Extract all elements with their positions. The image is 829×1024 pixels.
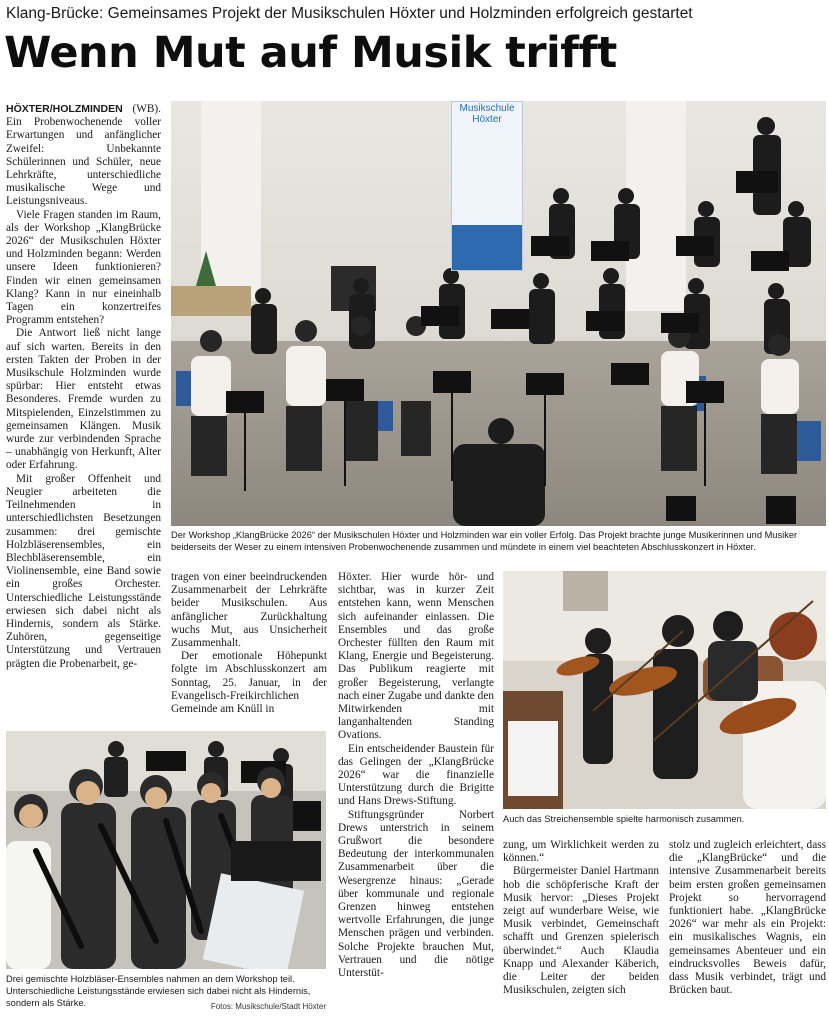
paragraph: Viele Fragen standen im Raum, als der Workshop „KlangBrücke 2026“ der Musikschulen Höxter und Holzminden begann: Werden unsere Ideen funktionieren? Finden wir einen gemeinsamen Klang? Kann in nur eineinhalb Tagen ein konzertreifes Programm entstehen?: [6, 208, 161, 327]
paragraph-text: Ein Probenwochenende voller Erwartungen und anfänglicher Zweifel: Unbekannte Schülerinnen und Schüler, neue Lehrkräfte, unterschiedliche musikalische Wege und Leistungsniveaus.: [6, 116, 161, 208]
paragraph: Ein entscheidender Baustein für das Gelingen der „KlangBrücke 2026“ war die finanzielle Unterstützung durch die Brigitte und Hans Drews-Stiftung.: [338, 742, 494, 808]
woodwind-ensemble-caption: Drei gemischte Holzbläser-Ensembles nahmen an dem Workshop teil. Unterschiedliche Leistungsstände erwiesen sich dabei nicht als Hindernis, sondern als Stärke.: [6, 974, 311, 1009]
string-ensemble-photo: [503, 571, 826, 809]
string-ensemble-caption: Auch das Streichensemble spielte harmonisch zusammen.: [503, 814, 745, 824]
paragraph: stolz und zugleich erleichtert, dass die „KlangBrücke“ und die intensive Zusammenarbeit bereits beim ersten großen gemeinsamen Projekt so hervorragend funktioniert habe. „KlangBrücke 2026“ war mehr als ein Projekt: ein musikalisches Wagnis, ein gemeinsames Abenteuer und ein eindrucksvolles Beweis dafür, dass Musik verbindet, trägt und Brücken baut.: [669, 839, 826, 997]
article-column-2: [171, 571, 327, 716]
orchestra-photo: [171, 101, 826, 526]
article-column-4: [503, 839, 659, 997]
paragraph: Bürgermeister Daniel Hartmann hob die schöpferische Kraft der Musik hervor: „Dieses Projekt zeigt auf wunderbare Weise, wie Musik verbindet, Gemeinschaft schafft und Grenzen spielerisch überwindet.“ Auch Klaudia Knapp und Alexander Käberich, die Leiter der beiden Musikschulen, zeigten sich: [503, 865, 659, 997]
main-photo-caption: Der Workshop „KlangBrücke 2026“ der Musikschulen Höxter und Holzminden war ein voller Erfolg. Das Projekt brachte junge Musikerinnen und Musiker beiderseits der Weser zu einem intensiven Probenwochenende zusammen und mündete in einem viel beachteten Abschlusskonzert in Höxter.: [171, 530, 798, 553]
woodwind-ensemble-image: [6, 731, 326, 969]
banner-title: Musikschule Höxter: [459, 103, 515, 125]
string-ensemble-image: [503, 571, 826, 809]
article-column-1: [6, 103, 161, 671]
paragraph: Der emotionale Höhepunkt folgte im Abschlusskonzert am Sonntag, 25. Januar, in der Evangelisch-Freikirchlichen Gemeinde am Knüll in: [171, 650, 327, 716]
paragraph: Mit großer Offenheit und Neugier arbeiteten die Teilnehmenden in unterschiedlichsten Besetzungen zusammen: drei gemischte Holzbläserensembles, ein Blechbläserensemble, ein Violinensemble, eine Band sowie ein großes Orchester. Unterschiedliche Leistungsstände erwiesen sich dabei nicht als Hindernis, sondern als Stärke. Zuhören, gegenseitige Unterstützung und Vertrauen prägten die Probenarbeit, ge-: [6, 472, 161, 670]
photo-credit: Fotos: Musikschule/Stadt Höxter: [210, 1002, 326, 1011]
music-school-banner: [451, 101, 523, 271]
paragraph: zung, um Wirklichkeit werden zu können.“: [503, 839, 659, 865]
paragraph: tragen von einer beeindruckenden Zusammenarbeit der Lehrkräfte beider Musikschulen. Aus anfänglicher Zurückhaltung wuchs Mut, aus Unsicherheit Zusammenhalt.: [171, 571, 327, 650]
article-kicker: Klang-Brücke: Gemeinsames Projekt der Musikschulen Höxter und Holzminden erfolgreich gestartet: [6, 5, 693, 22]
banner-strip: [452, 225, 522, 270]
paragraph: Stiftungsgründer Norbert Drews unterstrich in seinem Grußwort die besondere Bedeutung der interkommunalen Zusammenarbeit über die Wesergrenze hinaus: „Gerade über kommunale und regionale Grenzen hinweg entstehen wertvolle Erfahrungen, die junge Menschen prägen und verbinden. Solche Projekte brauchen Mut, Vertrauen und die nötige Unterstüt-: [338, 808, 494, 980]
paragraph: Die Antwort ließ nicht lange auf sich warten. Bereits in den ersten Takten der Proben in der Musikschule Holzminden wurde spürbar: Hier entsteht etwas Besonderes. Fremde wurden zu Mitspielenden, Einzelstimmen zu gemeinsamen Klängen. Musik wurde zur verbindenden Sprache – unabhängig von Herkunft, Alter oder Erfahrung.: [6, 327, 161, 472]
paragraph: [6, 103, 161, 209]
dateline: HÖXTER/HOLZMINDEN: [6, 103, 123, 115]
article-headline: Wenn Mut auf Musik trifft: [4, 28, 617, 78]
article-column-3: [338, 571, 494, 980]
paragraph: Höxter. Hier wurde hör- und sichtbar, was in kurzer Zeit entstehen kann, wenn Menschen sich aufeinander einlassen. Die Ensembles und das große Orchester füllten den Raum mit Klang, Energie und Begeisterung. Das Publikum reagierte mit großer Begeisterung, verlangte nach einer Zugabe und dankte den Mitwirkenden mit langanhaltenden Standing Ovations.: [338, 571, 494, 742]
article-column-5: [669, 839, 826, 997]
woodwind-ensemble-photo: [6, 731, 326, 969]
source-tag: (WB).: [132, 103, 161, 115]
